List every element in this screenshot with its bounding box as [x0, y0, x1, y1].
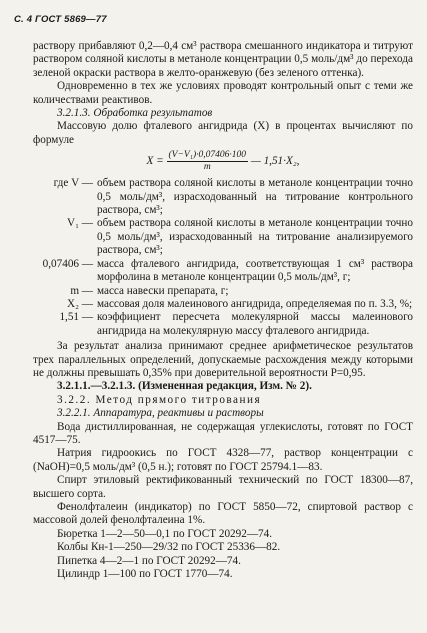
- formula-numerator: (V−V₁)·0,07406·100: [168, 150, 247, 161]
- reagent-item: Цилиндр 1—100 по ГОСТ 1770—74.: [57, 568, 233, 581]
- definition-term: X₂ —: [67, 297, 93, 310]
- definition-text: масса навески препарата, г;: [97, 284, 229, 297]
- section-3-2-2-1-heading: 3.2.2.1. Аппаратура, реактивы и растворы: [57, 407, 264, 420]
- reagent-item: Фенолфталеин (индикатор) по ГОСТ 5850—72, спиртовой раствор с массовой долей фенолфталеина 1%.: [33, 501, 413, 527]
- definition-term: 0,07406 —: [42, 257, 93, 270]
- formula-phthalic-anhydride: [33, 150, 413, 173]
- definition-term: V₁ —: [67, 217, 93, 230]
- paragraph-control-test: Одновременно в тех же условиях проводят контрольный опыт с теми же количествами реактивов.: [33, 80, 413, 106]
- definition-term: 1,51 —: [59, 311, 93, 324]
- definition-text: масса фталевого ангидрида, соответствующая 1 см³ раствора морфолина в метаноле концентрации 0,5 моль/дм³, г;: [97, 257, 413, 284]
- definition-text: коэффициент пересчета молекулярной массы малеинового ангидрида на молекулярную массу фталевого ангидрида.: [97, 311, 413, 337]
- reagent-item: Спирт этиловый ректификованный технический по ГОСТ 18300—87, высшего сорта.: [33, 474, 413, 500]
- formula-rhs: — 1,51·X₂,: [250, 155, 300, 168]
- paragraph-result: За результат анализа принимают среднее арифметическое результатов трех параллельных определений, допускаемые расхождения между которыми не должны превышать 0,35% при доверительной вероятности P=0,95.: [33, 340, 413, 379]
- formula-fraction: [167, 150, 249, 173]
- reagent-item: Вода дистиллированная, не содержащая углекислоты, готовят по ГОСТ 4517—75.: [33, 420, 413, 446]
- definition-row: [33, 298, 413, 311]
- definition-row: [33, 258, 413, 285]
- definition-text: объем раствора соляной кислоты в метаноле концентрации точно 0,5 моль/дм³, израсходованный на титрование анализируемого раствора, см³;: [97, 217, 413, 257]
- definition-row: [33, 217, 413, 257]
- formula-denominator: m: [203, 162, 211, 173]
- section-3-2-1-3-heading: 3.2.1.3. Обработка результатов: [57, 107, 213, 120]
- formula-definitions: [33, 177, 413, 338]
- definition-term: где V —: [53, 177, 93, 190]
- definition-row: [33, 177, 413, 217]
- paragraph-formula-intro: Массовую долю фталевого ангидрида (X) в процентах вычисляют по формуле: [33, 120, 413, 146]
- paragraph-indicator-titration: раствору прибавляют 0,2—0,4 см³ раствора смешанного индикатора и титруют раствором соляной кислоты в метаноле концентрации 0,5 моль/дм³ до перехода зеленой окраски раствора в желто-оранжевую (без зеленого оттенка).: [33, 40, 413, 79]
- reagent-item: Пипетка 4—2—1 по ГОСТ 20292—74.: [57, 554, 241, 567]
- page-header: С. 4 ГОСТ 5869—77: [14, 14, 107, 25]
- formula-lhs: X =: [146, 155, 164, 168]
- amendment-note: 3.2.1.1.—3.2.1.3. (Измененная редакция, Изм. № 2).: [57, 380, 312, 393]
- section-3-2-2-heading: 3.2.2. Метод прямого титрования: [57, 393, 262, 406]
- definition-term: m —: [70, 284, 93, 297]
- reagent-item: Бюретка 1—2—50—0,1 по ГОСТ 20292—74.: [57, 527, 272, 540]
- definition-text: объем раствора соляной кислоты в метаноле концентрации точно 0,5 моль/дм³, израсходованный на титрование контрольного раствора, см³;: [97, 177, 413, 217]
- definition-row: [33, 311, 413, 338]
- definition-text: массовая доля малеинового ангидрида, определяемая по п. 3.3, %;: [97, 297, 413, 310]
- page-content: [33, 40, 413, 581]
- reagent-item: Колбы Кн-1—250—29/32 по ГОСТ 25336—82.: [57, 541, 281, 554]
- reagent-item: Натрия гидроокись по ГОСТ 4328—77, раствор концентрации c (NaOH)=0,5 моль/дм³ (0,5 н.); готовят по ГОСТ 25794.1—83.: [33, 447, 413, 473]
- definition-row: [33, 285, 413, 298]
